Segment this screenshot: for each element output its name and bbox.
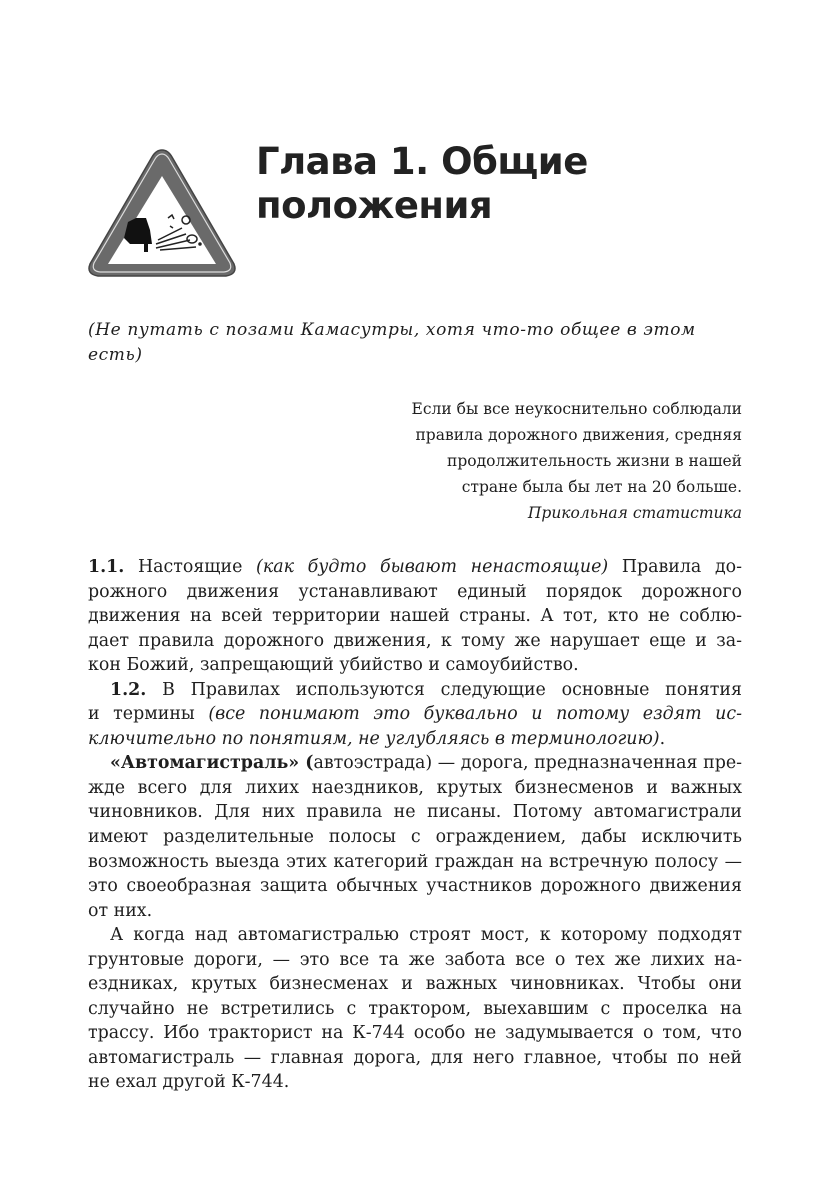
text-line [88,727,742,752]
text-span: рожного движения устанавливают единый порядок дорожного [88,581,742,602]
text-line [88,923,742,948]
quote-block [412,396,742,526]
italic-aside: (как будто бывают ненастоящие) [256,557,609,577]
text-span: и термины [88,704,209,725]
text-span: автоэстрада) — дорога, предназначенная пре- [313,753,742,774]
text-span: дает правила дорожного движения, к тому же нарушает еще и за- [88,630,742,651]
paragraph [88,751,742,923]
text-span: . [659,728,666,749]
body-text [88,555,742,1095]
text-line [88,800,742,825]
text-span: Настоящие [124,557,257,577]
text-span: возможность выезда этих категорий граждан на встречную полосу — [88,851,742,872]
text-line [88,629,742,654]
text-span: А когда над автомагистралью строят мост, к которому подходят [110,925,742,946]
text-span: трассу. Ибо тракторист на К-744 особо не задумывается о том, что [88,1023,742,1044]
text-line [88,702,742,727]
quote-line: стране была бы лет на 20 больше. [461,478,742,496]
text-span: от них. [88,900,153,921]
text-span: движения на всей территории нашей страны. А тот, кто не соблю- [88,606,742,627]
text-span: В Правилах используются следующие основные понятия [146,679,742,700]
text-span: жде всего для лихих наездников, крутых бизнесменов и важных [88,777,742,798]
text-span: не ехал другой К-744. [88,1072,290,1093]
text-line [88,874,742,899]
text-line [88,776,742,801]
text-line [88,678,742,703]
paragraph [88,678,742,752]
italic-aside: ключительно по понятиям, не углубляясь в терминологию) [88,728,660,749]
paragraph [88,923,742,1095]
text-span: случайно не встретились с трактором, выехавшим с проселка на [88,998,742,1019]
text-span: грунтовые дороги, — это все та же забота все о тех же лихих на- [88,949,742,970]
text-line [88,1021,742,1046]
warning-sign-icon [86,146,238,282]
text-line [88,948,742,973]
chapter-title-line: Глава 1. Общие [256,140,588,183]
bold-term: 1.2. [110,679,147,700]
epigraph: (Не путать с позами Камасутры, хотя что-то общее в этом есть) [88,320,696,365]
text-line [88,972,742,997]
quote-line: правила дорожного движения, средняя [415,426,742,444]
text-line [88,580,742,605]
chapter-title-line: положения [256,184,493,227]
text-line [88,604,742,629]
chapter-title [256,140,588,228]
quote-line: продолжительность жизни в нашей [447,452,742,470]
text-line [88,899,742,924]
text-line [88,555,742,580]
text-line [88,997,742,1022]
bold-term: «Автомагистраль» ( [110,753,314,774]
quote-line: Если бы все неукоснительно соблюдали [411,400,742,418]
text-span: чиновников. Для них правила не писаны. Потому автомагистрали [88,802,742,823]
text-line [88,1070,742,1095]
text-line [88,751,742,776]
italic-aside: (все понимают это буквально и потому ездят ис- [208,704,742,725]
text-span: кон Божий, запрещающий убийство и самоубийство. [88,655,579,676]
paragraph [88,555,742,678]
text-span: это своеобразная защита обычных участников дорожного движения [88,876,742,897]
text-line [88,850,742,875]
text-span: автомагистраль — главная дорога, для него главное, чтобы по ней [88,1047,742,1068]
text-line [88,653,742,678]
text-span: ездниках, крутых бизнесменах и важных чиновниках. Чтобы они [88,974,742,995]
text-line [88,1046,742,1071]
quote-source: Прикольная статистика [527,504,742,522]
bold-term: 1.1. [88,557,125,577]
text-span: Правила до- [608,557,743,577]
text-span: имеют разделительные полосы с ограждением, дабы исключить [88,827,742,848]
text-line [88,825,742,850]
